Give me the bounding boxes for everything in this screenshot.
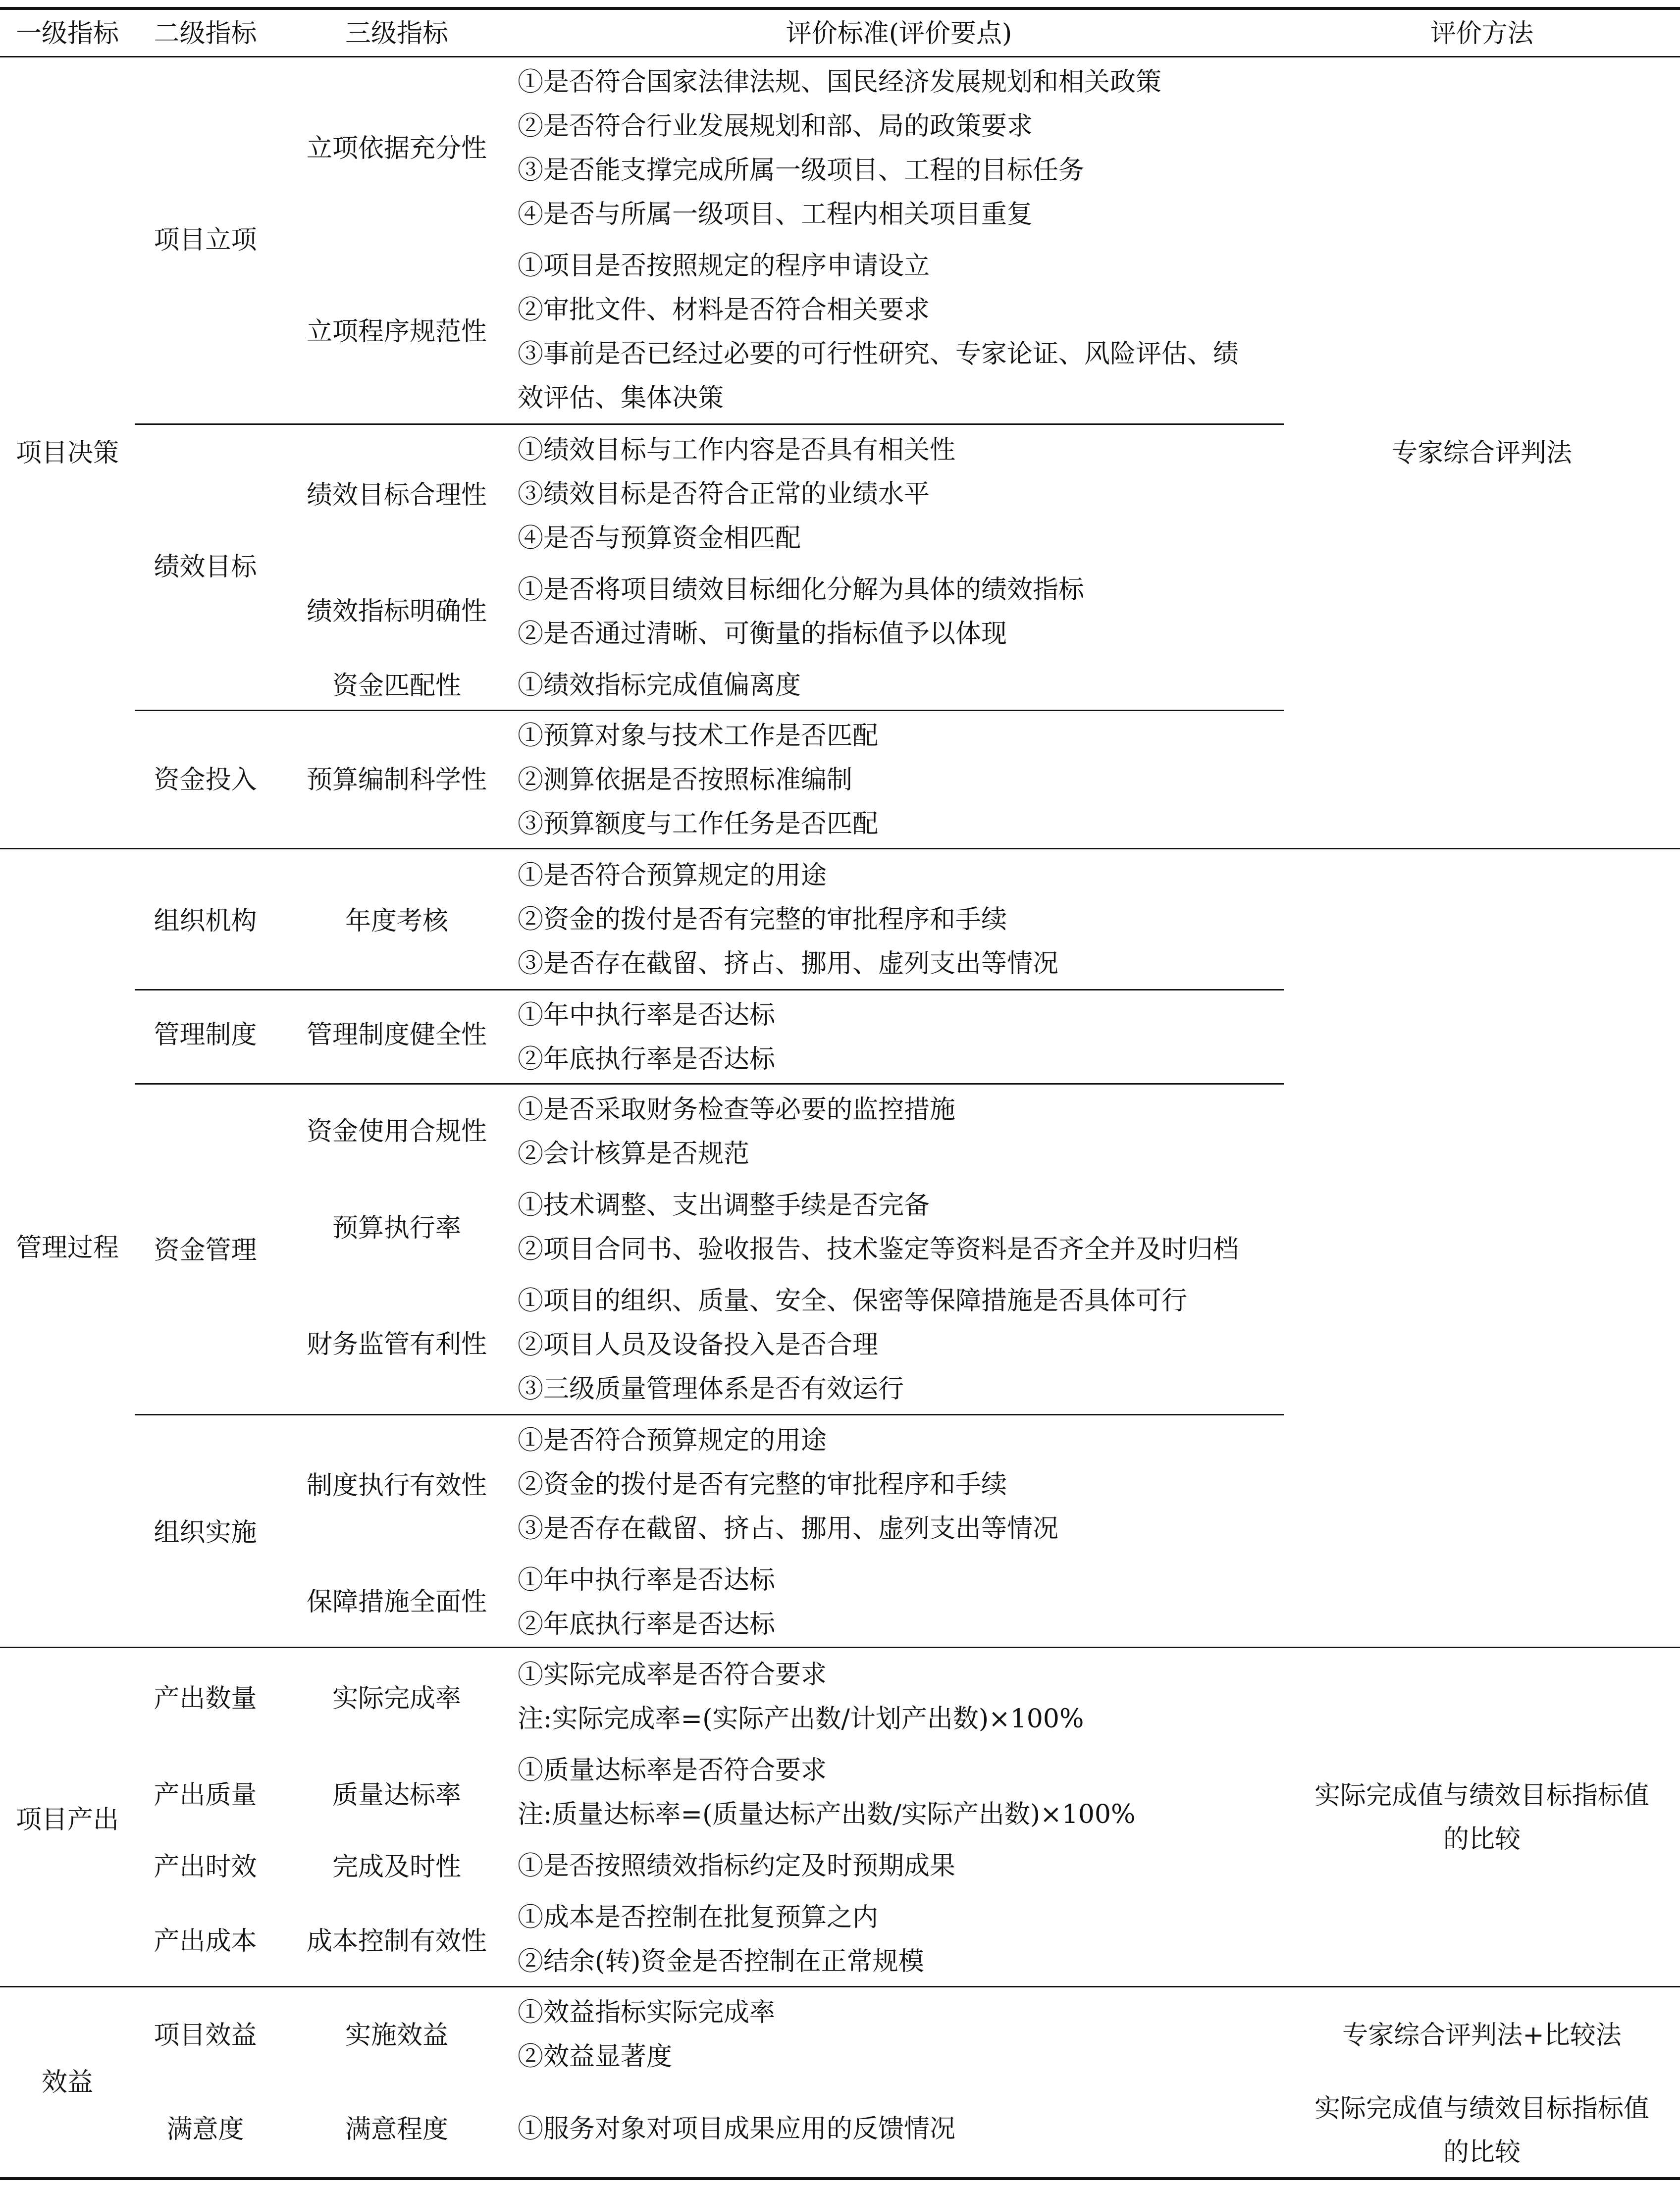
level1-output: 项目产出 [15, 1805, 119, 1835]
method-comparison-line1: 实际完成值与绩效目标指标值 [1314, 1781, 1649, 1811]
criteria-line: ①年中执行率是否达标 [518, 1565, 776, 1595]
criteria-line: ②年底执行率是否达标 [518, 1044, 776, 1074]
criteria-line: ③绩效目标是否符合正常的业绩水平 [518, 479, 930, 509]
subgroup-rule [135, 423, 1284, 425]
subgroup-rule [135, 1083, 1284, 1085]
criteria-line: ②是否符合行业发展规划和部、局的政策要求 [518, 111, 1033, 141]
criteria-line: ①项目的组织、质量、安全、保密等保障措施是否具体可行 [518, 1286, 1188, 1316]
criteria-line: ④是否与预算资金相匹配 [518, 523, 801, 553]
level3-item: 资金匹配性 [332, 671, 461, 701]
criteria-line: ①是否符合国家法律法规、国民经济发展规划和相关政策 [518, 67, 1162, 97]
level3-item: 绩效目标合理性 [306, 480, 487, 510]
level1-process: 管理过程 [15, 1233, 119, 1263]
method-expert: 专家综合评判法 [1391, 438, 1572, 468]
level2-item: 产出数量 [154, 1684, 257, 1714]
criteria-line: ①实际完成率是否符合要求 [518, 1660, 827, 1690]
criteria-line: ①项目是否按照规定的程序申请设立 [518, 251, 930, 281]
level3-item: 制度执行有效性 [306, 1471, 487, 1501]
level2-item: 产出质量 [154, 1780, 257, 1810]
criteria-line: ②审批文件、材料是否符合相关要求 [518, 295, 930, 325]
table-bottom-rule [0, 2177, 1680, 2180]
level2-item: 产出时效 [154, 1852, 257, 1882]
section-rule-decision [0, 848, 1680, 849]
criteria-line: ③是否存在截留、挤占、挪用、虚列支出等情况 [518, 1514, 1059, 1544]
criteria-line: ①年中执行率是否达标 [518, 1000, 776, 1030]
level3-item: 资金使用合规性 [306, 1117, 487, 1146]
level3-item: 财务监管有利性 [306, 1330, 487, 1359]
subgroup-rule [135, 989, 1284, 990]
criteria-line: ②会计核算是否规范 [518, 1139, 750, 1169]
method-comparison-satisfaction [1284, 2085, 1680, 2176]
table-top-rule [0, 7, 1680, 10]
level2-item: 绩效目标 [154, 552, 257, 582]
criteria-line: ②效益显著度 [518, 2042, 673, 2072]
criteria-line: ①质量达标率是否符合要求 [518, 1756, 827, 1785]
criteria-line: ①成本是否控制在批复预算之内 [518, 1903, 879, 1932]
criteria-line: ②是否通过清晰、可衡量的指标值予以体现 [518, 619, 1007, 649]
criteria-line: ①是否符合预算规定的用途 [518, 861, 827, 890]
level3-item: 成本控制有效性 [306, 1926, 487, 1956]
subgroup-rule [135, 710, 1284, 711]
criteria-line: ③是否能支撑完成所属一级项目、工程的目标任务 [518, 156, 1085, 185]
criteria-line: ③事前是否已经过必要的可行性研究、专家论证、风险评估、绩 [518, 339, 1239, 369]
criteria-line: ①绩效目标与工作内容是否具有相关性 [518, 435, 956, 465]
level3-item: 实施效益 [345, 2021, 448, 2050]
level2-item: 资金管理 [154, 1236, 257, 1265]
criteria-line: ①预算对象与技术工作是否匹配 [518, 721, 879, 751]
level3-item: 满意程度 [345, 2115, 448, 2144]
criteria-line: ①效益指标实际完成率 [518, 1998, 776, 2028]
level2-item: 资金投入 [154, 765, 257, 795]
level3-item: 立项依据充分性 [306, 134, 487, 163]
level3-item: 管理制度健全性 [306, 1020, 487, 1050]
criteria-line: ①服务对象对项目成果应用的反馈情况 [518, 2114, 956, 2144]
level1-decision: 项目决策 [15, 438, 119, 468]
level3-item: 预算编制科学性 [306, 765, 487, 795]
criteria-line: ④是否与所属一级项目、工程内相关项目重复 [518, 200, 1033, 229]
level3-item: 完成及时性 [332, 1852, 461, 1882]
level2-item: 项目效益 [154, 2021, 257, 2050]
criteria-line: ②测算依据是否按照标准编制 [518, 765, 853, 795]
level1-benefit: 效益 [41, 2068, 93, 2097]
criteria-line: ③预算额度与工作任务是否匹配 [518, 809, 879, 839]
criteria-line: ③是否存在截留、挤占、挪用、虚列支出等情况 [518, 949, 1059, 979]
method-expert-comparison: 专家综合评判法+比较法 [1342, 2021, 1622, 2050]
section-rule-process [0, 1647, 1680, 1648]
level2-item: 管理制度 [154, 1020, 257, 1050]
criteria-line: 效评估、集体决策 [518, 383, 724, 413]
level3-item: 保障措施全面性 [306, 1587, 487, 1617]
criteria-line: 注:实际完成率=(实际产出数/计划产出数)×100% [518, 1704, 1084, 1734]
header-rule [0, 56, 1680, 57]
level3-item: 绩效指标明确性 [306, 597, 487, 626]
header-level1: 一级指标 [15, 18, 119, 49]
criteria-line: ②资金的拨付是否有完整的审批程序和手续 [518, 1470, 1007, 1500]
level3-item: 立项程序规范性 [306, 317, 487, 347]
criteria-line: ②项目合同书、验收报告、技术鉴定等资料是否齐全并及时归档 [518, 1235, 1239, 1264]
header-criteria: 评价标准(评价要点) [786, 18, 1012, 49]
level2-item: 组织机构 [154, 906, 257, 936]
header-level2: 二级指标 [154, 18, 257, 49]
criteria-line: ①是否将项目绩效目标细化分解为具体的绩效指标 [518, 575, 1085, 605]
criteria-line: ①绩效指标完成值偏离度 [518, 671, 801, 700]
criteria-line: ①是否按照绩效指标约定及时预期成果 [518, 1851, 956, 1881]
level3-item: 质量达标率 [332, 1780, 461, 1810]
criteria-line: ③三级质量管理体系是否有效运行 [518, 1374, 904, 1404]
criteria-line: ①是否符合预算规定的用途 [518, 1426, 827, 1456]
method-comparison [1284, 1772, 1680, 1863]
method-satisfaction-line1: 实际完成值与绩效目标指标值 [1314, 2094, 1649, 2124]
level2-item: 项目立项 [154, 225, 257, 255]
level3-item: 预算执行率 [332, 1213, 461, 1243]
subgroup-rule [135, 1414, 1284, 1415]
criteria-line: ①是否采取财务检查等必要的监控措施 [518, 1095, 956, 1125]
criteria-line: ②项目人员及设备投入是否合理 [518, 1330, 879, 1360]
level2-item: 满意度 [166, 2115, 244, 2144]
header-method: 评价方法 [1430, 18, 1533, 49]
section-rule-output [0, 1986, 1680, 1987]
level3-item: 年度考核 [345, 906, 448, 936]
criteria-line: ②年底执行率是否达标 [518, 1610, 776, 1639]
criteria-line: 注:质量达标率=(质量达标产出数/实际产出数)×100% [518, 1800, 1136, 1829]
method-comparison-line2: 的比较 [1443, 1824, 1521, 1854]
criteria-line: ①技术调整、支出调整手续是否完备 [518, 1191, 930, 1220]
criteria-line: ②资金的拨付是否有完整的审批程序和手续 [518, 905, 1007, 935]
level3-item: 实际完成率 [332, 1684, 461, 1714]
level2-item: 组织实施 [154, 1518, 257, 1548]
header-level3: 三级指标 [345, 18, 448, 49]
criteria-line: ②结余(转)资金是否控制在正常规模 [518, 1947, 924, 1977]
level2-item: 产出成本 [154, 1926, 257, 1956]
method-satisfaction-line2: 的比较 [1443, 2137, 1521, 2167]
